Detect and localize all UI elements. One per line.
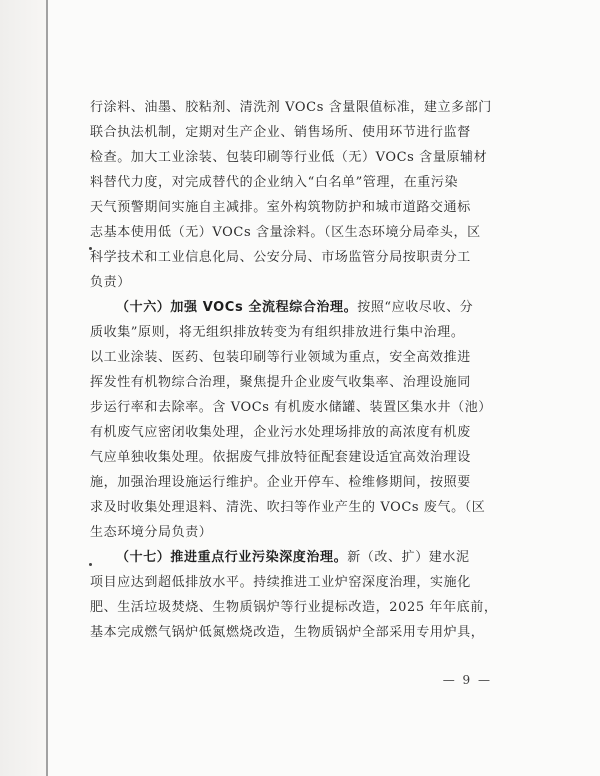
text-line: 天气预警期间实施自主减排。室外构筑物防护和城市道路交通标 <box>90 200 471 215</box>
section-first-line <box>116 550 470 566</box>
section-heading: （十六）加强 VOCs 全流程综合治理。 <box>116 300 358 315</box>
text-line: 生态环境分局负责） <box>90 525 213 540</box>
text-line: 以工业涂装、医药、包装印刷等行业领域为重点，安全高效推进 <box>90 350 471 365</box>
text-line: 肥、生活垃圾焚烧、生物质锅炉等行业提标改造，2025 年年底前， <box>90 600 498 615</box>
text-line: 检查。加大工业涂装、包装印刷等行业低（无）VOCs 含量原辅材 <box>90 150 488 165</box>
text-line: 科学技术和工业信息化局、公安分局、市场监管分局按职责分工 <box>90 250 471 265</box>
text-line: 有机废气应密闭收集处理，企业污水处理场排放的高浓度有机废 <box>90 425 471 440</box>
text-line: 料替代力度，对完成替代的企业纳入“白名单”管理，在重污染 <box>90 175 459 190</box>
section-first-line <box>116 300 473 316</box>
text-line: 基本完成燃气锅炉低氮燃烧改造，生物质锅炉全部采用专用炉具， <box>90 625 485 640</box>
page-number: — 9 — <box>442 673 492 687</box>
text-line: 气应单独收集处理。依据废气排放特征配套建设适宜高效治理设 <box>90 450 471 465</box>
text-line: 步运行率和去除率。含 VOCs 有机废水储罐、装置区集水井（池） <box>90 400 492 415</box>
text-line: 志基本使用低（无）VOCs 含量涂料。（区生态环境分局牵头，区 <box>90 225 481 240</box>
text-line: 挥发性有机物综合治理，聚焦提升企业废气收集率、治理设施同 <box>90 375 471 390</box>
text-line: 施，加强治理设施运行维护。企业开停车、检维修期间，按照要 <box>90 475 471 490</box>
text-line: 项目应达到超低排放水平。持续推进工业炉窑深度治理，实施化 <box>90 575 471 590</box>
text-run: 按照“应收尽收、分 <box>357 300 474 315</box>
text-line: 负责） <box>90 275 131 290</box>
text-line: 质收集”原则，将无组织排放转变为有组织排放进行集中治理。 <box>90 325 465 340</box>
punch-mark <box>89 563 92 566</box>
text-run: 新（改、扩）建水泥 <box>347 550 470 565</box>
binding-edge <box>46 0 48 776</box>
section-heading: （十七）推进重点行业污染深度治理。 <box>116 550 348 565</box>
text-line: 联合执法机制，定期对生产企业、销售场所、使用环节进行监督 <box>90 125 471 140</box>
scan-shadow <box>0 0 46 776</box>
text-line: 行涂料、油墨、胶粘剂、清洗剂 VOCs 含量限值标准，建立多部门 <box>90 100 492 115</box>
text-line: 求及时收集处理退料、清洗、吹扫等作业产生的 VOCs 废气。（区 <box>90 500 486 515</box>
